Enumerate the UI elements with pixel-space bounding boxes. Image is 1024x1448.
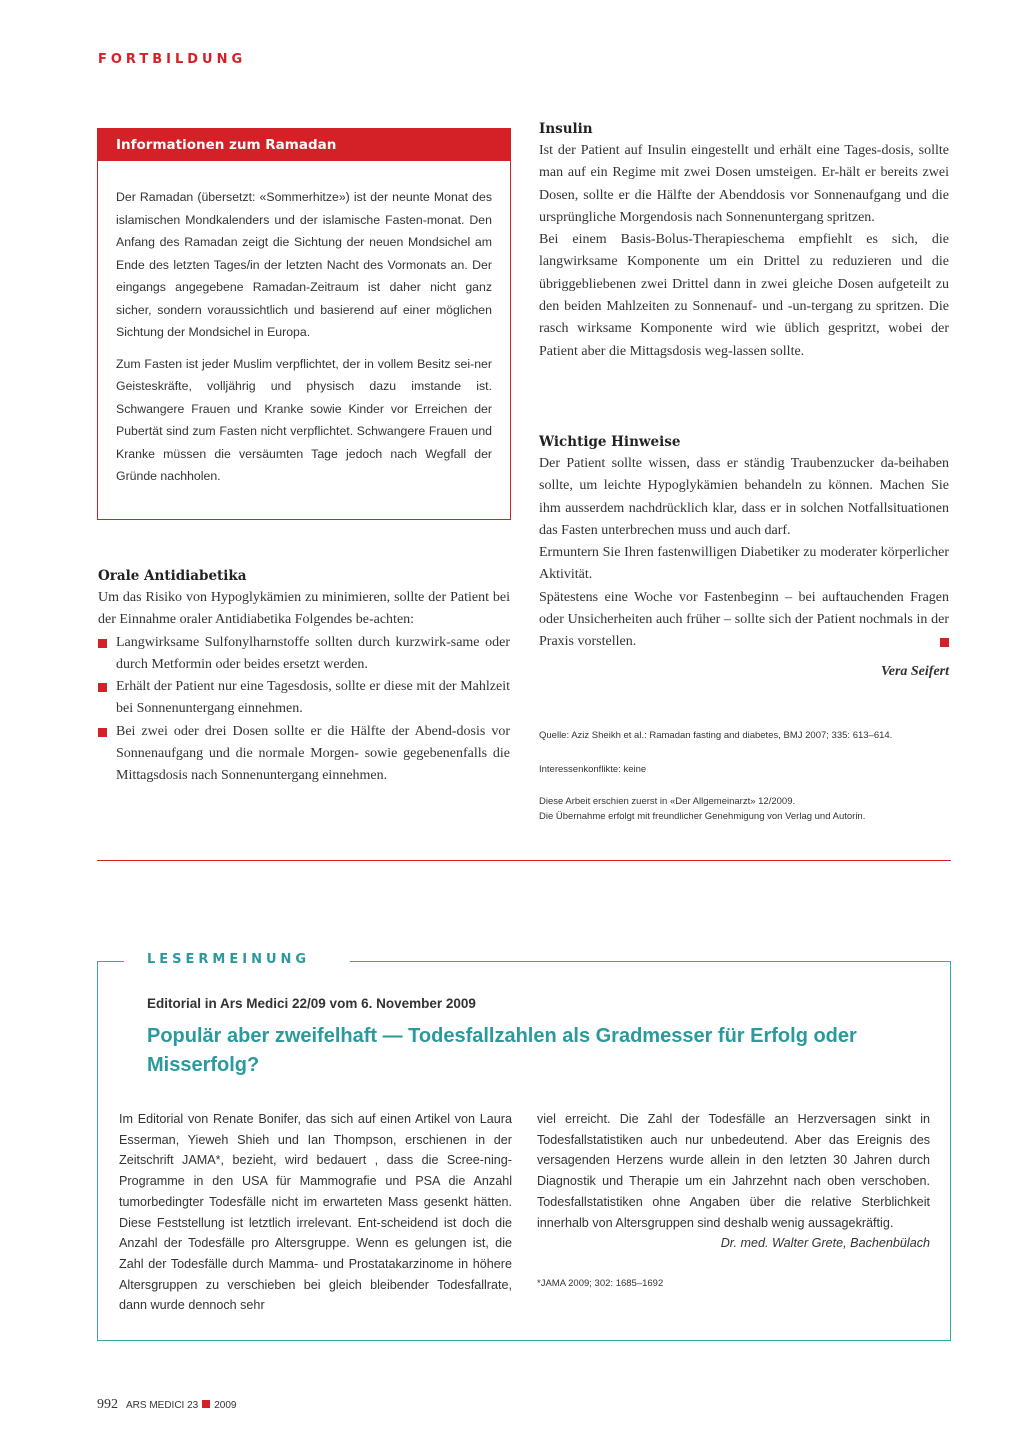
bullet-square-icon — [98, 683, 107, 692]
bullet-square-icon — [98, 728, 107, 737]
lesermeinung-kicker: Editorial in Ars Medici 22/09 vom 6. November 2009 — [147, 996, 476, 1011]
list-item: Erhält der Patient nur eine Tagesdosis, sollte er diese mit der Mahlzeit bei Sonnenuntergang einnehmen. — [98, 676, 510, 721]
lesermeinung-title: Populär aber zweifelhaft — Todesfallzahlen als Gradmesser für Erfolg oder Misserfolg? — [147, 1025, 857, 1076]
orale-section — [98, 565, 510, 788]
page-number: 992 — [97, 1397, 118, 1412]
conflicts-note: Interessenkonflikte: keine — [539, 764, 647, 775]
lesermeinung-left-text: Im Editorial von Renate Bonifer, das sich auf einen Artikel von Laura Esserman, Yieweh Shieh und Ian Thompson, erschienen in der Zeitschrift JAMA*, bezieht, wird bedauert , dass die Scree-ning-Programme in den USA für Mammografie und PSA die Anzahl tumorbedingter Todesfälle nicht im erwarteten Mass gesenkt hätten. Diese Feststellung ist letztlich irrelevant. Ent-scheidend ist doch die Anzahl der Todesfälle pro Altersgruppe. Wenn es gelungen ist, die Zahl der Todesfälle durch Mamma- und Prostatakarzinome in höhere Altersgruppen zu verschieben bei gleich bleibender Todesfallrate, dann wurde dennoch sehr — [119, 1112, 512, 1313]
insulin-paragraph-1: Ist der Patient auf Insulin eingestellt und erhält eine Tages-dosis, sollte man auf ein Regime mit zwei Dosen umsteigen. Er-hält er bereits zwei Dosen, sollte er die Hälfte der Abenddosis vor Sonnenaufgang und die ursprüngliche Morgendosis nach Sonnenuntergang spritzen. — [539, 143, 949, 225]
lesermeinung-signature: Dr. med. Walter Grete, Bachenbülach — [720, 1236, 930, 1251]
footer-square-icon — [202, 1400, 210, 1408]
published-note: Diese Arbeit erschien zuerst in «Der Allgemeinarzt» 12/2009. — [539, 796, 796, 807]
hinweise-heading: Wichtige Hinweise — [539, 434, 681, 450]
publication-year: 2009 — [214, 1400, 237, 1411]
info-paragraph-1: Der Ramadan (übersetzt: «Sommerhitze») ist der neunte Monat des islamischen Mondkalenders und der islamische Fasten-monat. Den Anfang des Ramadan zeigt die Sichtung der neuen Mondsichel am Ende des letzten Tages/in der letzten Nacht des Vormonats an. Der eingangs angegebene Ramadan-Zeitraum ist daher nicht ganz sicher, sondern voraussichtlich und basierend auf einer möglichen Sichtung der Mondsichel in Europa. — [116, 190, 492, 339]
end-square-icon — [940, 638, 949, 647]
page-footer — [97, 1395, 237, 1413]
insulin-heading: Insulin — [539, 121, 593, 137]
list-item: Langwirksame Sulfonylharnstoffe sollten durch kurzwirk-same oder durch Metformin oder beides ersetzt werden. — [98, 632, 510, 677]
info-paragraph-2: Zum Fasten ist jeder Muslim verpflichtet, der in vollem Besitz sei-ner Geisteskräfte, volljährig und physisch dazu imstande ist. Schwangere Frauen und Kranke sowie Kinder vor Erreichen der Pubertät sind zum Fasten nicht verpflichtet. Schwangere Frauen und Kranke müssen die versäumten Tage jedoch nach Wegfall der Gründe nachholen. — [116, 356, 492, 483]
lesermeinung-right-column — [537, 1109, 930, 1291]
hinweise-paragraph-2: Ermuntern Sie Ihren fastenwilligen Diabetiker zu moderater körperlicher Aktivität. — [539, 545, 949, 583]
lesermeinung-footnote: *JAMA 2009; 302: 1685–1692 — [537, 1277, 664, 1289]
hinweise-section — [539, 431, 949, 680]
info-box-ramadan — [97, 128, 511, 520]
orale-bullet-list — [98, 632, 510, 788]
section-divider — [97, 860, 951, 861]
hinweise-paragraph-1: Der Patient sollte wissen, dass er ständig Traubenzucker da-beihaben sollte, um leichte Hypoglykämien behandeln zu können. Machen Sie ihm ausserdem nachdrücklich klar, dass er in solchen Notfallsituationen das Fasten unterbrechen muss und auch darf. — [539, 456, 949, 538]
source-note: Quelle: Aziz Sheikh et al.: Ramadan fasting and diabetes, BMJ 2007; 335: 613–614. — [539, 730, 893, 741]
lesermeinung-right-text: viel erreicht. Die Zahl der Todesfälle an Herzversagen sinkt in Todesfallstatistiken auch nur unbedeutend. Aber das Ereignis des versagenden Herzens wurde allein in den letzten 30 Jahren durch Diagnostik und Therapie um ein Jahrzehnt nach oben verschoben. Todesfallstatistiken ohne Angaben über die relative Sterblichkeit innerhalb von Altersgruppen sind deshalb wenig aussagekräftig. — [537, 1112, 930, 1230]
insulin-section — [539, 118, 949, 363]
bullet-square-icon — [98, 639, 107, 648]
insulin-paragraph-2: Bei einem Basis-Bolus-Therapieschema empfiehlt es sich, die langwirksame Komponente um ein Drittel zu reduzieren und die übriggebliebenen zwei Drittel dann in zwei gleiche Dosen aufgeteilt zu den beiden Mahlzeiten zu Sonnenauf- und -un-tergang zu spritzen. Die rasch wirksame Komponente wird wie üblich gespritzt, wobei der Patient aber die Mittagsdosis weg-lassen sollte. — [539, 232, 949, 359]
orale-intro: Um das Risiko von Hypoglykämien zu minimieren, sollte der Patient bei der Einnahme oraler Antidiabetika Folgendes be-achten: — [98, 590, 510, 628]
publication-name: ARS MEDICI 23 — [126, 1400, 199, 1411]
section-label: FORTBILDUNG — [98, 52, 247, 67]
lesermeinung-rule — [97, 961, 124, 962]
notes — [539, 728, 949, 824]
author-name: Vera Seifert — [880, 663, 949, 679]
lesermeinung-label: LESERMEINUNG — [147, 952, 311, 967]
list-item: Bei zwei oder drei Dosen sollte er die Hälfte der Abend-dosis vor Sonnenaufgang und die normale Morgen- sowie gegebenenfalls die Mittagsdosis nach Sonnenuntergang einnehmen. — [98, 721, 510, 788]
permission-note: Die Übernahme erfolgt mit freundlicher Genehmigung von Verlag und Autorin. — [539, 811, 866, 822]
hinweise-paragraph-3: Spätestens eine Woche vor Fastenbeginn – bei auftauchenden Fragen oder Unsicherheiten auch früher – sollte sich der Patient nochmals in der Praxis vorstellen. — [539, 589, 949, 650]
info-box-title: Informationen zum Ramadan — [98, 129, 510, 161]
lesermeinung-rule — [350, 961, 951, 962]
orale-heading: Orale Antidiabetika — [98, 568, 247, 584]
